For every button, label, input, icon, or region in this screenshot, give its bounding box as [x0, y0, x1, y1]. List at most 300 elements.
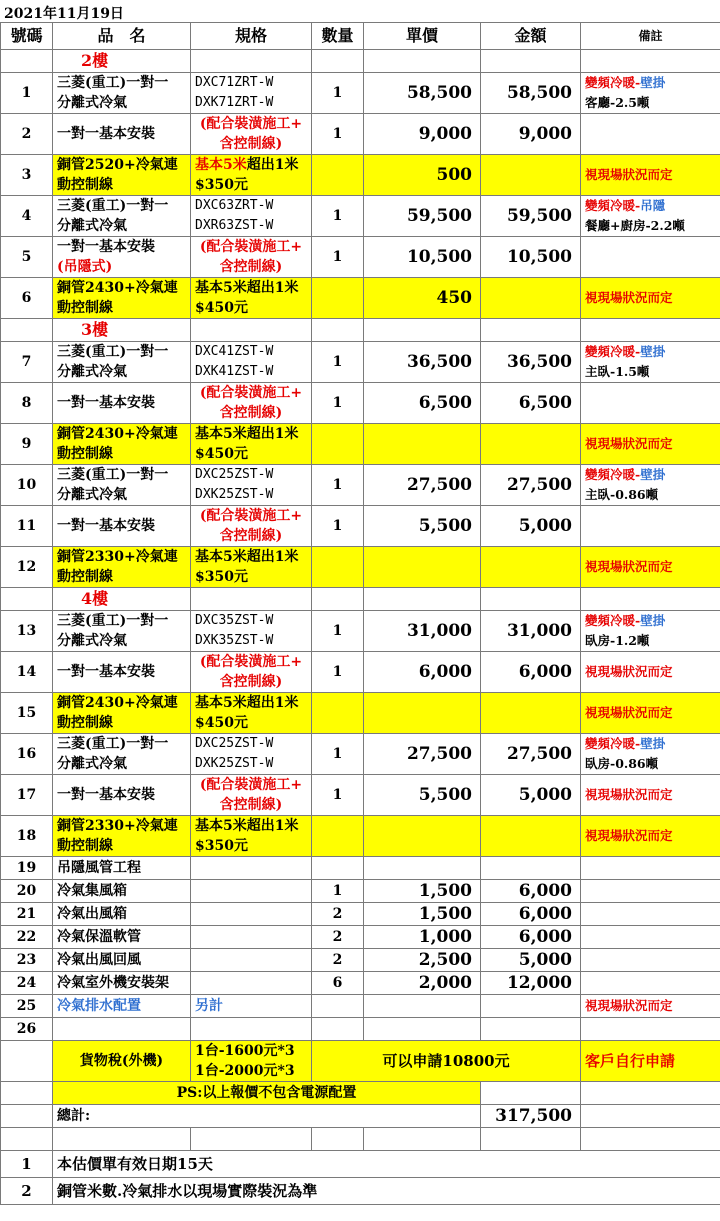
row-number	[1, 465, 53, 506]
table-row	[1, 880, 720, 903]
spec-cell	[191, 506, 312, 547]
row-number-text: 25	[16, 998, 37, 1014]
spec-cell	[191, 734, 312, 775]
note-text: 視現場狀況而定	[585, 167, 673, 182]
row-number	[1, 383, 53, 424]
amount-text: 12,000	[506, 973, 572, 993]
price-cell	[364, 424, 481, 465]
amount-text: 10,500	[506, 247, 572, 267]
item-line2: (吊隱式)	[57, 259, 113, 275]
amount-cell	[481, 383, 581, 424]
table-row	[1, 926, 720, 949]
note-cell	[581, 465, 720, 506]
note-type: 變頻冷暖-	[585, 198, 641, 213]
row-number	[1, 693, 53, 734]
item-line1: 銅管2330+冷氣連	[57, 549, 178, 565]
footer-number-text: 1	[21, 1155, 32, 1173]
spec-cell	[191, 775, 312, 816]
spec-line2: 含控制線)	[219, 674, 283, 690]
price-text: 2,000	[418, 973, 472, 993]
item-line1: 一對一基本安裝	[57, 126, 155, 142]
spec-cell	[191, 816, 312, 857]
price-cell	[364, 926, 481, 949]
item-line2: 動控制線	[57, 446, 113, 462]
tax-note	[581, 1041, 720, 1082]
spec-line1: (配合裝潢施工+	[199, 239, 303, 255]
footer-number	[1, 1151, 53, 1178]
price-cell	[364, 465, 481, 506]
note-cell	[581, 949, 720, 972]
spec-line2: $450元	[195, 300, 248, 316]
item-cell	[53, 155, 191, 196]
item-cell	[53, 949, 191, 972]
spec-line2: DXK71ZRT-W	[195, 95, 274, 110]
item-line1: 一對一基本安裝	[57, 239, 155, 255]
total-label-text: 總計:	[57, 1108, 91, 1124]
qty-cell	[312, 383, 364, 424]
floor-row	[1, 588, 720, 611]
row-number-text: 9	[21, 436, 32, 452]
qty-cell	[312, 903, 364, 926]
item-line1: 銅管2430+冷氣連	[57, 695, 178, 711]
spec-line2: 含控制線)	[219, 136, 283, 152]
item-line1: 冷氣出風回風	[57, 952, 141, 968]
amount-cell	[481, 73, 581, 114]
note-cell	[581, 857, 720, 880]
ps-row	[1, 1082, 720, 1105]
qty-cell	[312, 734, 364, 775]
spec-cell	[191, 972, 312, 995]
row-number-text: 4	[21, 208, 32, 224]
qty-text: 2	[332, 952, 343, 968]
qty-cell	[312, 949, 364, 972]
spec-cell	[191, 547, 312, 588]
header-qty: 數量	[312, 23, 364, 50]
amount-text: 5,000	[518, 785, 572, 805]
note-mount: 壁掛	[640, 613, 666, 628]
footer-number	[1, 1178, 53, 1205]
amount-cell	[481, 1018, 581, 1041]
item-cell	[53, 693, 191, 734]
item-line2: 分離式冷氣	[57, 218, 127, 234]
spacer-cell	[191, 1128, 312, 1151]
table-row	[1, 237, 720, 278]
row-number-text: 24	[16, 975, 37, 991]
spacer-cell	[481, 1128, 581, 1151]
qty-text: 1	[332, 395, 343, 411]
qty-cell	[312, 155, 364, 196]
spec-line1: DXC25ZST-W	[195, 736, 274, 751]
floor-blank	[364, 319, 481, 342]
spacer-cell	[581, 1128, 720, 1151]
price-text: 10,500	[406, 247, 472, 267]
note-room: 臥房-1.2噸	[585, 633, 650, 648]
qty-cell	[312, 926, 364, 949]
floor-text: 2樓	[81, 51, 109, 70]
item-line2: 分離式冷氣	[57, 95, 127, 111]
qty-cell	[312, 857, 364, 880]
floor-blank	[191, 319, 312, 342]
footer-number-text: 2	[21, 1182, 32, 1200]
row-number	[1, 1018, 53, 1041]
amount-cell	[481, 880, 581, 903]
price-text: 1,500	[418, 881, 472, 901]
row-number	[1, 995, 53, 1018]
amount-text: 59,500	[506, 206, 572, 226]
spec-cell	[191, 611, 312, 652]
amount-text: 6,500	[518, 393, 572, 413]
spec-line2: $450元	[195, 446, 248, 462]
spec-line1: 另計	[195, 998, 223, 1014]
qty-cell	[312, 995, 364, 1018]
spec-cell	[191, 196, 312, 237]
price-text: 58,500	[406, 83, 472, 103]
item-line1: 冷氣排水配置	[57, 998, 141, 1014]
table-row	[1, 547, 720, 588]
price-cell	[364, 1018, 481, 1041]
item-line1: 一對一基本安裝	[57, 518, 155, 534]
row-number-text: 3	[21, 167, 32, 183]
qty-cell	[312, 196, 364, 237]
tax-spec-line2: 1台-2000元*3	[195, 1063, 295, 1079]
qty-cell	[312, 506, 364, 547]
item-cell	[53, 383, 191, 424]
row-number	[1, 424, 53, 465]
table-row	[1, 972, 720, 995]
note-room: 主臥-1.5噸	[585, 364, 650, 379]
floor-blank	[191, 588, 312, 611]
qty-cell	[312, 465, 364, 506]
floor-blank	[581, 50, 720, 73]
price-cell	[364, 995, 481, 1018]
amount-cell	[481, 465, 581, 506]
item-line1: 三菱(重工)一對一	[57, 613, 169, 629]
item-cell	[53, 1018, 191, 1041]
floor-blank	[364, 50, 481, 73]
table-row	[1, 611, 720, 652]
tax-note-text: 客戶自行申請	[585, 1052, 676, 1070]
spacer-cell	[53, 1128, 191, 1151]
price-text: 450	[436, 288, 472, 308]
item-line2: 分離式冷氣	[57, 364, 127, 380]
quotation-table	[0, 22, 720, 1205]
note-type: 變頻冷暖-	[585, 736, 641, 751]
item-line1: 三菱(重工)一對一	[57, 75, 169, 91]
note-text: 視現場狀況而定	[585, 436, 673, 451]
item-cell	[53, 506, 191, 547]
spec-line1: (配合裝潢施工+	[199, 116, 303, 132]
note-type: 變頻冷暖-	[585, 613, 641, 628]
price-cell	[364, 114, 481, 155]
price-cell	[364, 949, 481, 972]
qty-cell	[312, 652, 364, 693]
row-number	[1, 342, 53, 383]
item-line1: 銅管2430+冷氣連	[57, 426, 178, 442]
amount-cell	[481, 693, 581, 734]
item-cell	[53, 424, 191, 465]
item-cell	[53, 972, 191, 995]
qty-cell	[312, 1018, 364, 1041]
spec-line1: (配合裝潢施工+	[199, 385, 303, 401]
spec-line2: $450元	[195, 715, 248, 731]
note-room: 主臥-0.86噸	[585, 487, 659, 502]
note-type: 變頻冷暖-	[585, 75, 641, 90]
table-row	[1, 73, 720, 114]
table-row	[1, 995, 720, 1018]
spec-cell	[191, 949, 312, 972]
qty-cell	[312, 693, 364, 734]
total-blank	[581, 1105, 720, 1128]
note-cell	[581, 114, 720, 155]
note-cell	[581, 155, 720, 196]
item-cell	[53, 903, 191, 926]
item-line1: 一對一基本安裝	[57, 787, 155, 803]
row-number-text: 6	[21, 290, 32, 306]
price-cell	[364, 816, 481, 857]
item-line2: 動控制線	[57, 177, 113, 193]
qty-cell	[312, 73, 364, 114]
row-number-text: 20	[16, 883, 37, 899]
item-cell	[53, 342, 191, 383]
table-row	[1, 342, 720, 383]
total-label	[53, 1105, 481, 1128]
note-cell	[581, 734, 720, 775]
amount-cell	[481, 342, 581, 383]
item-cell	[53, 114, 191, 155]
spec-line2: $350元	[195, 569, 248, 585]
item-line2: 分離式冷氣	[57, 756, 127, 772]
item-cell	[53, 995, 191, 1018]
item-line1: 冷氣集風箱	[57, 883, 127, 899]
amount-cell	[481, 972, 581, 995]
price-cell	[364, 903, 481, 926]
row-number	[1, 972, 53, 995]
item-line2: 動控制線	[57, 300, 113, 316]
row-number-text: 23	[16, 952, 37, 968]
price-text: 6,000	[418, 662, 472, 682]
qty-text: 1	[332, 126, 343, 142]
table-row	[1, 383, 720, 424]
price-cell	[364, 383, 481, 424]
spec-line1: DXC41ZST-W	[195, 344, 274, 359]
note-mount: 壁掛	[640, 467, 666, 482]
table-row	[1, 652, 720, 693]
ps-blank	[1, 1082, 53, 1105]
row-number	[1, 196, 53, 237]
spec-line1: DXC35ZST-W	[195, 613, 274, 628]
note-cell	[581, 547, 720, 588]
price-text: 9,000	[418, 124, 472, 144]
tax-label-text: 貨物稅(外機)	[79, 1053, 164, 1069]
row-number-text: 26	[16, 1021, 37, 1037]
item-cell	[53, 816, 191, 857]
note-room: 臥房-0.86噸	[585, 756, 659, 771]
spec-cell	[191, 903, 312, 926]
row-number-text: 17	[16, 787, 37, 803]
tax-label	[53, 1041, 191, 1082]
tax-spec-line1: 1台-1600元*3	[195, 1043, 295, 1059]
table-row	[1, 816, 720, 857]
note-cell	[581, 880, 720, 903]
row-number-text: 2	[21, 126, 32, 142]
item-line1: 三菱(重工)一對一	[57, 344, 169, 360]
price-text: 59,500	[406, 206, 472, 226]
note-cell	[581, 73, 720, 114]
spec-cell	[191, 995, 312, 1018]
note-cell	[581, 611, 720, 652]
item-line1: 銅管2430+冷氣連	[57, 280, 178, 296]
qty-cell	[312, 816, 364, 857]
footer-note-text: 本估價單有效日期15天	[57, 1155, 213, 1173]
amount-cell	[481, 506, 581, 547]
floor-row	[1, 319, 720, 342]
amount-text: 27,500	[506, 475, 572, 495]
qty-text: 1	[332, 883, 343, 899]
spec-cell	[191, 155, 312, 196]
header-amount: 金額	[481, 23, 581, 50]
row-number	[1, 926, 53, 949]
table-row	[1, 114, 720, 155]
row-number	[1, 278, 53, 319]
note-text: 視現場狀況而定	[585, 828, 673, 843]
item-line2: 分離式冷氣	[57, 487, 127, 503]
spec-cell	[191, 342, 312, 383]
spec-line2: DXK25ZST-W	[195, 487, 274, 502]
spec-base: 基本5米	[195, 157, 247, 173]
price-text: 31,000	[406, 621, 472, 641]
item-line1: 冷氣出風箱	[57, 906, 127, 922]
note-text: 視現場狀況而定	[585, 787, 673, 802]
amount-text: 5,000	[518, 950, 572, 970]
footer-note-row	[1, 1151, 720, 1178]
row-number	[1, 652, 53, 693]
spec-over: 超出1米	[246, 157, 299, 173]
amount-cell	[481, 155, 581, 196]
amount-text: 6,000	[518, 904, 572, 924]
amount-text: 36,500	[506, 352, 572, 372]
price-cell	[364, 73, 481, 114]
floor-label	[53, 50, 191, 73]
spec-line1: DXC63ZRT-W	[195, 198, 274, 213]
amount-text: 31,000	[506, 621, 572, 641]
amount-cell	[481, 816, 581, 857]
item-cell	[53, 73, 191, 114]
item-cell	[53, 278, 191, 319]
amount-text: 6,000	[518, 881, 572, 901]
qty-text: 1	[332, 623, 343, 639]
note-mount: 壁掛	[640, 736, 666, 751]
note-mount: 壁掛	[640, 75, 666, 90]
item-line1: 三菱(重工)一對一	[57, 467, 169, 483]
note-cell	[581, 995, 720, 1018]
row-number	[1, 734, 53, 775]
table-row	[1, 278, 720, 319]
floor-blank	[581, 588, 720, 611]
floor-blank	[581, 319, 720, 342]
price-text: 27,500	[406, 475, 472, 495]
total-row	[1, 1105, 720, 1128]
row-number-text: 7	[21, 354, 32, 370]
table-row	[1, 1018, 720, 1041]
spec-line2: 含控制線)	[219, 528, 283, 544]
spec-cell	[191, 278, 312, 319]
note-cell	[581, 926, 720, 949]
row-number	[1, 857, 53, 880]
amount-cell	[481, 547, 581, 588]
spec-line2: 含控制線)	[219, 259, 283, 275]
row-number	[1, 816, 53, 857]
price-text: 5,500	[418, 516, 472, 536]
note-cell	[581, 903, 720, 926]
spec-cell	[191, 465, 312, 506]
item-line2: 動控制線	[57, 715, 113, 731]
price-cell	[364, 611, 481, 652]
amount-cell	[481, 237, 581, 278]
item-line1: 三菱(重工)一對一	[57, 736, 169, 752]
header-spec: 規格	[191, 23, 312, 50]
qty-cell	[312, 547, 364, 588]
floor-blank	[312, 319, 364, 342]
table-row	[1, 506, 720, 547]
note-text: 視現場狀況而定	[585, 998, 673, 1013]
row-number	[1, 237, 53, 278]
amount-text: 9,000	[518, 124, 572, 144]
spec-cell	[191, 652, 312, 693]
qty-cell	[312, 342, 364, 383]
price-text: 36,500	[406, 352, 472, 372]
qty-cell	[312, 424, 364, 465]
qty-text: 1	[332, 477, 343, 493]
header-row	[1, 23, 720, 50]
table-row	[1, 903, 720, 926]
row-number	[1, 547, 53, 588]
spec-cell	[191, 926, 312, 949]
note-cell	[581, 693, 720, 734]
price-cell	[364, 652, 481, 693]
row-number	[1, 506, 53, 547]
qty-text: 1	[332, 354, 343, 370]
price-text: 27,500	[406, 744, 472, 764]
amount-cell	[481, 114, 581, 155]
price-cell	[364, 547, 481, 588]
table-row	[1, 196, 720, 237]
note-room: 餐廳+廚房-2.2噸	[585, 218, 685, 233]
price-text: 6,500	[418, 393, 472, 413]
spec-line2: 含控制線)	[219, 405, 283, 421]
note-cell	[581, 424, 720, 465]
quote-date: 2021年11月19日	[4, 6, 124, 22]
row-number-text: 21	[16, 906, 37, 922]
tax-row	[1, 1041, 720, 1082]
spec-cell	[191, 880, 312, 903]
note-cell	[581, 816, 720, 857]
row-number-text: 13	[16, 623, 37, 639]
price-text: 1,000	[418, 927, 472, 947]
floor-text: 3樓	[81, 320, 109, 339]
header-item: 品 名	[53, 23, 191, 50]
item-line2: 分離式冷氣	[57, 633, 127, 649]
price-cell	[364, 237, 481, 278]
spec-cell	[191, 114, 312, 155]
item-line1: 銅管2330+冷氣連	[57, 818, 178, 834]
row-number-text: 15	[16, 705, 37, 721]
amount-cell	[481, 278, 581, 319]
floor-blank	[364, 588, 481, 611]
row-number	[1, 880, 53, 903]
item-line1: 一對一基本安裝	[57, 395, 155, 411]
floor-blank	[481, 588, 581, 611]
amount-text: 5,000	[518, 516, 572, 536]
